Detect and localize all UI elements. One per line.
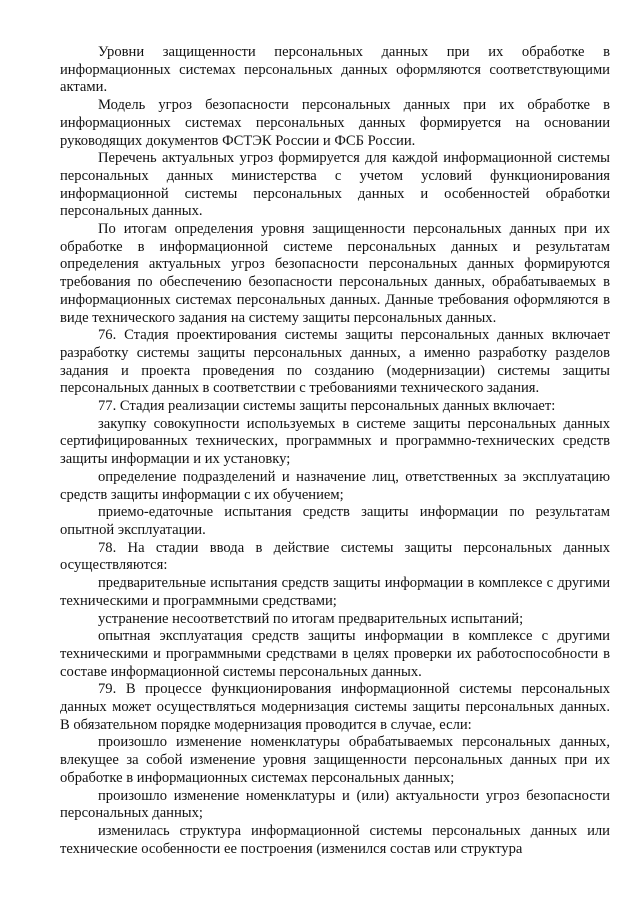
paragraph-security-levels: Уровни защищенности персональных данных при их обработке в информационных системах персональных данных оформляются соответствующими актами. [60,44,610,96]
paragraph-threat-list: Перечень актуальных угроз формируется для каждой информационной системы персональных данных министерства с учетом условий функционирования информационной системы персональных данных и особенностей обработки персональных данных. [60,150,610,220]
list-item-fix-nonconformities: устранение несоответствий по итогам предварительных испытаний; [98,610,524,627]
paragraph-79-modernization: 79. В процессе функционирования информационной системы персональных данных может осуществляться модернизация системы защиты персональных данных. В обязательном порядке модернизация проводится в случае, если: [60,681,610,733]
list-item-threat-change: произошло изменение номенклатуры и (или) актуальности угроз безопасности персональных данных; [60,787,610,822]
list-item-procurement: закупку совокупности используемых в системе защиты персональных данных сертифицированных технических, программных и программно-технических средств защиты информации и их установку; [60,415,610,468]
paragraph-78-commissioning-stage: 78. На стадии ввода в действие системы защиты персональных данных осуществляются: [60,539,610,574]
list-item-structure-change: изменилась структура информационной системы персональных данных или технические особенности ее построения (изменился состав или структура [60,822,610,857]
paragraph-76-design-stage: 76. Стадия проектирования системы защиты персональных данных включает разработку системы защиты персональных данных, а именно разработку разделов задания и проекта проведения по созданию (модернизации) системы защиты персональных данных в соответствии с требованиями технического задания. [60,327,610,397]
list-item-data-nomenclature-change: произошло изменение номенклатуры обрабатываемых персональных данных, влекущее за собой изменение уровня защищенности персональных данных при их обработке в информационных системах персональных данных; [60,734,610,786]
paragraph-requirements: По итогам определения уровня защищенности персональных данных при их обработке в информационной системе персональных данных и результатам определения актуальных угроз безопасности персональных данных формируются требования по обеспечению безопасности персональных данных, обрабатываемых в информационных системах персональных данных. Данные требования оформляются в виде технического задания на систему защиты персональных данных. [60,221,610,326]
list-item-acceptance-tests: приемо-едаточные испытания средств защиты информации по результатам опытной эксплуатации. [60,504,610,538]
paragraph-77-implementation-stage: 77. Стадия реализации системы защиты персональных данных включает: [98,398,556,415]
list-item-trial-operation: опытная эксплуатация средств защиты информации в комплексе с другими техническими и программными средствами в целях проверки их работоспособности в составе информационной системы персональных данных. [60,628,610,680]
list-item-responsible-persons: определение подразделений и назначение лиц, ответственных за эксплуатацию средств защиты информации с их обучением; [60,468,610,503]
document-page [60,44,610,858]
list-item-preliminary-tests: предварительные испытания средств защиты информации в комплексе с другими техническими и программными средствами; [60,575,610,609]
paragraph-threat-model: Модель угроз безопасности персональных данных при их обработке в информационных системах персональных данных формируется на основании руководящих документов ФСТЭК России и ФСБ России. [60,97,610,149]
